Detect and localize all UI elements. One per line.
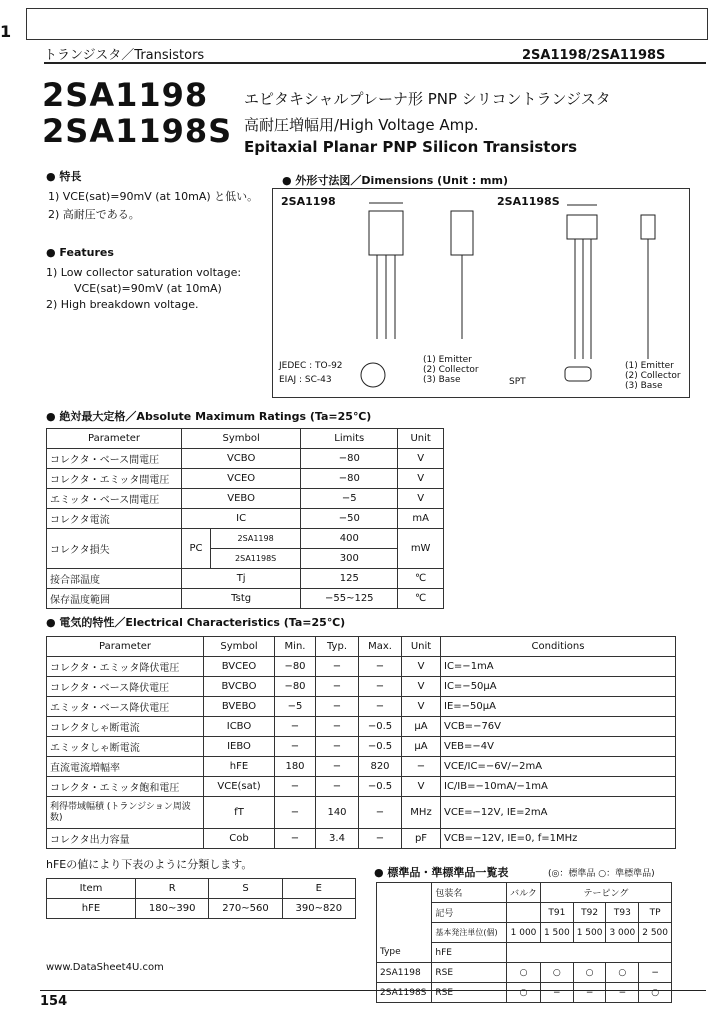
table-row bbox=[47, 757, 676, 777]
std-blank bbox=[377, 883, 432, 943]
std-type-label: Type bbox=[377, 943, 432, 963]
unit-cell: V bbox=[402, 777, 441, 797]
jedec-label: JEDEC : TO-92 bbox=[279, 361, 343, 371]
std-mark: ○ bbox=[639, 983, 672, 1003]
typ-cell: − bbox=[316, 677, 359, 697]
std-unit: 3 000 bbox=[606, 923, 639, 943]
elec-header-param: Parameter bbox=[47, 637, 204, 657]
param-cell: コレクタ損失 bbox=[47, 529, 182, 569]
std-mark: ○ bbox=[507, 963, 541, 983]
subtitle-en: Epitaxial Planar PNP Silicon Transistors bbox=[244, 138, 578, 156]
std-table bbox=[376, 882, 672, 1003]
footer-rule bbox=[40, 990, 706, 991]
table-row bbox=[47, 797, 676, 829]
symbol-cell: PC bbox=[182, 529, 211, 569]
cond-cell: VCE/IC=−6V/−2mA bbox=[441, 757, 676, 777]
min-cell: 180 bbox=[275, 757, 316, 777]
std-taping: テーピング bbox=[540, 883, 671, 903]
limit-cell: 400 bbox=[301, 529, 398, 549]
unit-cell: μA bbox=[402, 737, 441, 757]
param-cell: エミッタ・ベース間電圧 bbox=[47, 489, 182, 509]
elec-header-symbol: Symbol bbox=[204, 637, 275, 657]
std-code: T93 bbox=[606, 903, 639, 923]
subtitle-jp: エピタキシャルプレーナ形 PNP シリコントランジスタ bbox=[244, 90, 611, 108]
max-cell: −0.5 bbox=[359, 737, 402, 757]
std-unit: 1 500 bbox=[573, 923, 606, 943]
abs-max-header-unit: Unit bbox=[398, 429, 444, 449]
std-mark: − bbox=[573, 983, 606, 1003]
cond-cell: VEB=−4V bbox=[441, 737, 676, 757]
dimensions-box bbox=[272, 188, 690, 398]
table-row bbox=[47, 697, 676, 717]
typ-cell: − bbox=[316, 737, 359, 757]
table-row bbox=[47, 449, 444, 469]
typ-cell: − bbox=[316, 697, 359, 717]
elec-header-conditions: Conditions bbox=[441, 637, 676, 657]
table-row bbox=[47, 829, 676, 849]
std-code: T92 bbox=[573, 903, 606, 923]
cond-cell: VCB=−12V, IE=0, f=1MHz bbox=[441, 829, 676, 849]
std-heading: ● 標準品・準標準品一覧表 bbox=[374, 866, 509, 879]
hfe-header-item: Item bbox=[47, 879, 136, 899]
std-unit: 1 500 bbox=[540, 923, 573, 943]
max-cell: − bbox=[359, 829, 402, 849]
max-cell: − bbox=[359, 697, 402, 717]
std-mark: − bbox=[540, 983, 573, 1003]
max-cell: −0.5 bbox=[359, 717, 402, 737]
abs-max-header-symbol: Symbol bbox=[182, 429, 301, 449]
pin-left-3: (3) Base bbox=[423, 375, 461, 385]
hfe-header-r: R bbox=[136, 879, 209, 899]
std-unit: 1 000 bbox=[507, 923, 541, 943]
symbol-cell: IEBO bbox=[204, 737, 275, 757]
features-en-item-1b: VCE(sat)=90mV (at 10mA) bbox=[74, 282, 222, 295]
std-bulk: バルク bbox=[507, 883, 541, 903]
table-row bbox=[377, 963, 672, 983]
unit-cell: V bbox=[398, 469, 444, 489]
symbol-cell: BVEBO bbox=[204, 697, 275, 717]
std-hfe: RSE bbox=[432, 983, 507, 1003]
pin-list-right bbox=[625, 361, 681, 391]
param-cell: 接合部温度 bbox=[47, 569, 182, 589]
min-cell: − bbox=[275, 717, 316, 737]
table-row bbox=[47, 899, 356, 919]
category-label: トランジスタ／Transistors bbox=[44, 48, 205, 63]
table-row bbox=[47, 569, 444, 589]
limit-cell: 125 bbox=[301, 569, 398, 589]
std-mark: ○ bbox=[573, 963, 606, 983]
std-mark: ○ bbox=[540, 963, 573, 983]
min-cell: − bbox=[275, 829, 316, 849]
pc-sub-name: 2SA1198S bbox=[211, 549, 301, 569]
typ-cell: − bbox=[316, 777, 359, 797]
std-unit-label: 基本発注単位(個) bbox=[432, 923, 507, 943]
header-rule bbox=[44, 62, 706, 64]
min-cell: −80 bbox=[275, 677, 316, 697]
hfe-header-s: S bbox=[209, 879, 282, 899]
std-hfe: RSE bbox=[432, 963, 507, 983]
elec-header-typ: Typ. bbox=[316, 637, 359, 657]
features-jp-heading: ● 特長 bbox=[46, 170, 82, 183]
elec-header-unit: Unit bbox=[402, 637, 441, 657]
features-en-item-1: 1) Low collector saturation voltage: bbox=[46, 266, 242, 279]
pin-right-1: (1) Emitter bbox=[625, 361, 674, 371]
symbol-cell: ICBO bbox=[204, 717, 275, 737]
subtitle-use: 高耐圧増幅用/High Voltage Amp. bbox=[244, 116, 479, 134]
param-cell: エミッタしゃ断電流 bbox=[47, 737, 204, 757]
unit-cell: ℃ bbox=[398, 589, 444, 609]
table-row bbox=[377, 983, 672, 1003]
std-code-bulk bbox=[507, 903, 541, 923]
limit-cell: −5 bbox=[301, 489, 398, 509]
limit-cell: −50 bbox=[301, 509, 398, 529]
min-cell: −5 bbox=[275, 697, 316, 717]
param-cell: コレクタ・エミッタ飽和電圧 bbox=[47, 777, 204, 797]
elec-header-min: Min. bbox=[275, 637, 316, 657]
unit-cell: mW bbox=[398, 529, 444, 569]
unit-cell: V bbox=[402, 697, 441, 717]
cond-cell: IC=−1mA bbox=[441, 657, 676, 677]
features-en-item-2: 2) High breakdown voltage. bbox=[46, 298, 199, 311]
unit-cell: mA bbox=[398, 509, 444, 529]
cond-cell: IC/IB=−10mA/−1mA bbox=[441, 777, 676, 797]
elec-heading: ● 電気的特性／Electrical Characteristics (Ta=25℃) bbox=[46, 616, 346, 629]
table-row bbox=[47, 717, 676, 737]
hfe-header-e: E bbox=[282, 879, 355, 899]
symbol-cell: Tstg bbox=[182, 589, 301, 609]
title-2sa1198s: 2SA1198S bbox=[42, 112, 233, 150]
pin-right-3: (3) Base bbox=[625, 381, 663, 391]
typ-cell: 140 bbox=[316, 797, 359, 829]
param-cell: 利得帯域幅積 (トランジション周波数) bbox=[47, 797, 204, 829]
features-jp-item-1: 1) VCE(sat)=90mV (at 10mA) と低い。 bbox=[48, 190, 259, 203]
hfe-cell: 390~820 bbox=[282, 899, 355, 919]
symbol-cell: hFE bbox=[204, 757, 275, 777]
features-jp-item-2: 2) 高耐圧である。 bbox=[48, 208, 140, 221]
symbol-cell: VCBO bbox=[182, 449, 301, 469]
std-pkg-label: 包装名 bbox=[432, 883, 507, 903]
table-row bbox=[47, 777, 676, 797]
unit-cell: V bbox=[402, 677, 441, 697]
abs-max-table bbox=[46, 428, 444, 609]
std-mark: ○ bbox=[507, 983, 541, 1003]
std-type: 2SA1198S bbox=[377, 983, 432, 1003]
abs-max-header-limits: Limits bbox=[301, 429, 398, 449]
abs-max-header-param: Parameter bbox=[47, 429, 182, 449]
symbol-cell: VCE(sat) bbox=[204, 777, 275, 797]
std-legend: (◎：標準品 ○：準標準品) bbox=[548, 869, 655, 879]
symbol-cell: IC bbox=[182, 509, 301, 529]
symbol-cell: Tj bbox=[182, 569, 301, 589]
page-mark: 1 bbox=[0, 22, 12, 41]
website-link[interactable]: www.DataSheet4U.com bbox=[46, 962, 164, 973]
page-number: 154 bbox=[40, 994, 68, 1009]
min-cell: − bbox=[275, 777, 316, 797]
unit-cell: ℃ bbox=[398, 569, 444, 589]
std-mark: − bbox=[606, 983, 639, 1003]
param-cell: コレクタ電流 bbox=[47, 509, 182, 529]
param-cell: コレクタ出力容量 bbox=[47, 829, 204, 849]
unit-cell: μA bbox=[402, 717, 441, 737]
min-cell: −80 bbox=[275, 657, 316, 677]
dim-left-label: 2SA1198 bbox=[281, 195, 336, 208]
unit-cell: pF bbox=[402, 829, 441, 849]
dimensions-heading: ● 外形寸法図／Dimensions (Unit : mm) bbox=[282, 174, 508, 187]
table-row bbox=[47, 589, 444, 609]
min-cell: − bbox=[275, 797, 316, 829]
max-cell: − bbox=[359, 677, 402, 697]
limit-cell: 300 bbox=[301, 549, 398, 569]
min-cell: − bbox=[275, 737, 316, 757]
std-type: 2SA1198 bbox=[377, 963, 432, 983]
param-cell: コレクタ・エミッタ降伏電圧 bbox=[47, 657, 204, 677]
std-code-label: 記号 bbox=[432, 903, 507, 923]
symbol-cell: BVCBO bbox=[204, 677, 275, 697]
elec-header-max: Max. bbox=[359, 637, 402, 657]
table-row bbox=[47, 657, 676, 677]
param-cell: コレクタ・ベース降伏電圧 bbox=[47, 677, 204, 697]
symbol-cell: Cob bbox=[204, 829, 275, 849]
table-row bbox=[47, 489, 444, 509]
cond-cell: VCB=−76V bbox=[441, 717, 676, 737]
table-row bbox=[47, 509, 444, 529]
table-row bbox=[47, 677, 676, 697]
max-cell: 820 bbox=[359, 757, 402, 777]
limit-cell: −80 bbox=[301, 469, 398, 489]
features-en-heading: ● Features bbox=[46, 246, 114, 259]
unit-cell: V bbox=[398, 489, 444, 509]
typ-cell: − bbox=[316, 717, 359, 737]
typ-cell: − bbox=[316, 757, 359, 777]
eiaj-label: EIAJ : SC-43 bbox=[279, 375, 332, 385]
table-row bbox=[47, 469, 444, 489]
header-part-number: 2SA1198/2SA1198S bbox=[522, 48, 666, 63]
param-cell: 直流電流増幅率 bbox=[47, 757, 204, 777]
dim-right-label: 2SA1198S bbox=[497, 195, 560, 208]
title-2sa1198: 2SA1198 bbox=[42, 76, 209, 114]
param-cell: コレクタ・エミッタ間電圧 bbox=[47, 469, 182, 489]
max-cell: − bbox=[359, 797, 402, 829]
symbol-cell: fT bbox=[204, 797, 275, 829]
cond-cell: IC=−50μA bbox=[441, 677, 676, 697]
cond-cell: VCE=−12V, IE=2mA bbox=[441, 797, 676, 829]
symbol-cell: VEBO bbox=[182, 489, 301, 509]
unit-cell: − bbox=[402, 757, 441, 777]
pin-left-1: (1) Emitter bbox=[423, 355, 472, 365]
max-cell: − bbox=[359, 657, 402, 677]
limit-cell: −55~125 bbox=[301, 589, 398, 609]
typ-cell: − bbox=[316, 657, 359, 677]
std-mark: ○ bbox=[606, 963, 639, 983]
std-code: T91 bbox=[540, 903, 573, 923]
pin-left-2: (2) Collector bbox=[423, 365, 479, 375]
spt-label: SPT bbox=[509, 377, 526, 387]
symbol-cell: BVCEO bbox=[204, 657, 275, 677]
table-row bbox=[47, 529, 444, 549]
hfe-cell: 180~390 bbox=[136, 899, 209, 919]
elec-table bbox=[46, 636, 676, 849]
hfe-note: hFEの値により下表のように分類します。 bbox=[46, 858, 253, 871]
unit-cell: V bbox=[398, 449, 444, 469]
std-blank-row bbox=[507, 943, 672, 963]
pin-right-2: (2) Collector bbox=[625, 371, 681, 381]
param-cell: コレクタしゃ断電流 bbox=[47, 717, 204, 737]
limit-cell: −80 bbox=[301, 449, 398, 469]
std-hfe-label: hFE bbox=[432, 943, 507, 963]
hfe-cell: 270~560 bbox=[209, 899, 282, 919]
pin-list-left bbox=[423, 355, 479, 385]
std-mark: − bbox=[639, 963, 672, 983]
symbol-cell: VCEO bbox=[182, 469, 301, 489]
max-cell: −0.5 bbox=[359, 777, 402, 797]
param-cell: コレクタ・ベース間電圧 bbox=[47, 449, 182, 469]
hfe-table bbox=[46, 878, 356, 919]
param-cell: 保存温度範囲 bbox=[47, 589, 182, 609]
table-row bbox=[47, 737, 676, 757]
unit-cell: V bbox=[402, 657, 441, 677]
param-cell: エミッタ・ベース降伏電圧 bbox=[47, 697, 204, 717]
std-unit: 2 500 bbox=[639, 923, 672, 943]
pc-sub-name: 2SA1198 bbox=[211, 529, 301, 549]
unit-cell: MHz bbox=[402, 797, 441, 829]
abs-max-heading: ● 絶対最大定格／Absolute Maximum Ratings (Ta=25℃) bbox=[46, 410, 372, 423]
typ-cell: 3.4 bbox=[316, 829, 359, 849]
hfe-cell: hFE bbox=[47, 899, 136, 919]
std-code: TP bbox=[639, 903, 672, 923]
cond-cell: IE=−50μA bbox=[441, 697, 676, 717]
top-frame bbox=[26, 8, 708, 40]
